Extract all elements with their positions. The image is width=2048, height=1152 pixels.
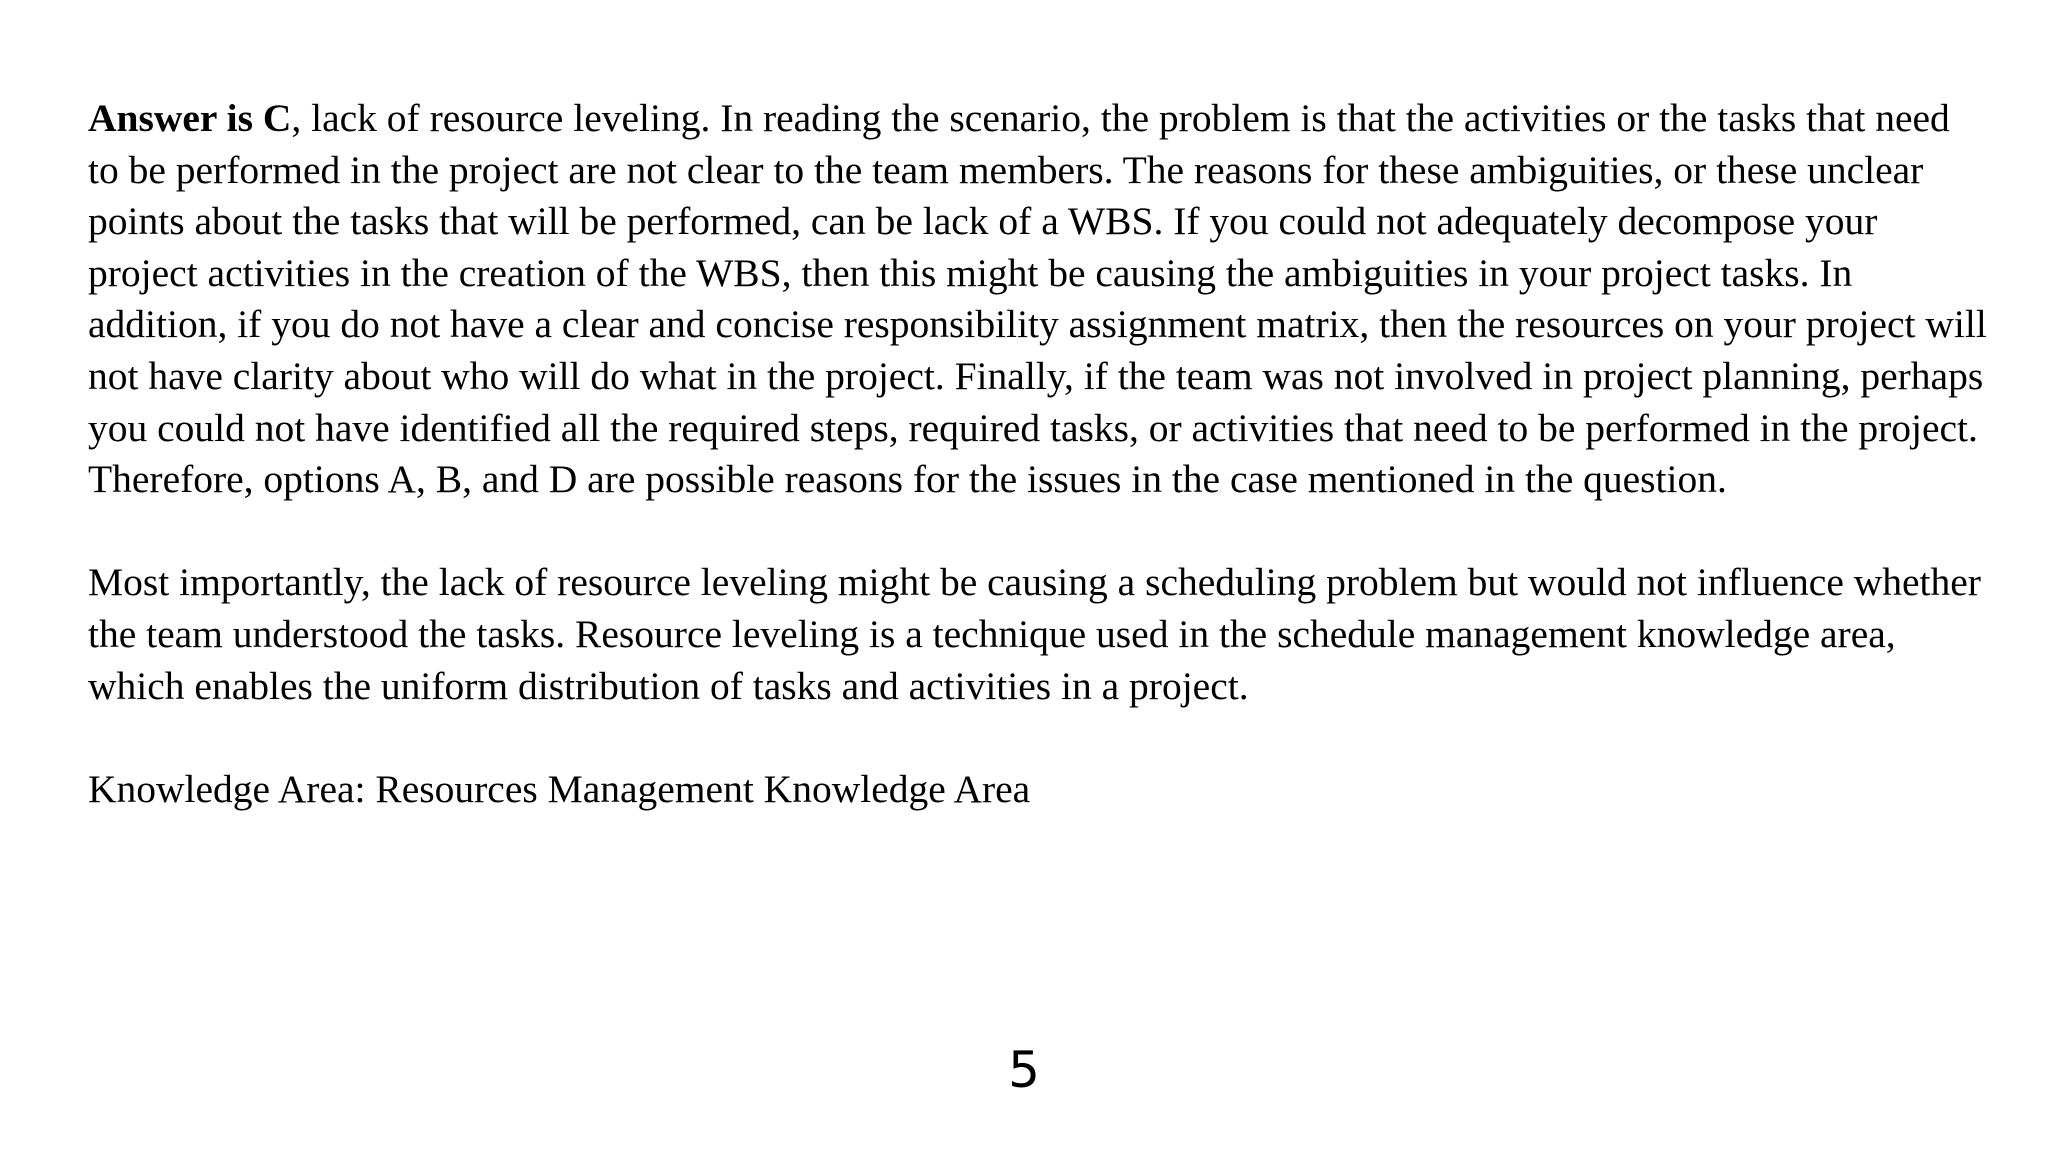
document-body <box>88 93 1988 815</box>
answer-lead: Answer is C <box>88 96 292 140</box>
resource-leveling-paragraph: Most importantly, the lack of resource leveling might be causing a scheduling problem but would not influence whether the team understood the tasks. Resource leveling is a technique used in the schedule management knowledge area, which enables the uniform distribution of tasks and activities in a project. <box>88 560 1981 708</box>
page-number: 5 <box>1008 1041 1040 1099</box>
knowledge-area-line: Knowledge Area: Resources Management Knowledge Area <box>88 766 1031 811</box>
answer-explanation-paragraph <box>88 93 1988 506</box>
answer-explanation-text: , lack of resource leveling. In reading the scenario, the problem is that the activities or the tasks that need to be performed in the project are not clear to the team members. The reasons for these ambiguities, or these unclear points about the tasks that will be performed, can be lack of a WBS. If you could not adequately decompose your project activities in the creation of the WBS, then this might be causing the ambiguities in your project tasks. In addition, if you do not have a clear and concise responsibility assignment matrix, then the resources on your project will not have clarity about who will do what in the project. Finally, if the team was not involved in project planning, perhaps you could not have identified all the required steps, required tasks, or activities that need to be performed in the project. Therefore, options A, B, and D are possible reasons for the issues in the case mentioned in the question. <box>88 96 1987 502</box>
